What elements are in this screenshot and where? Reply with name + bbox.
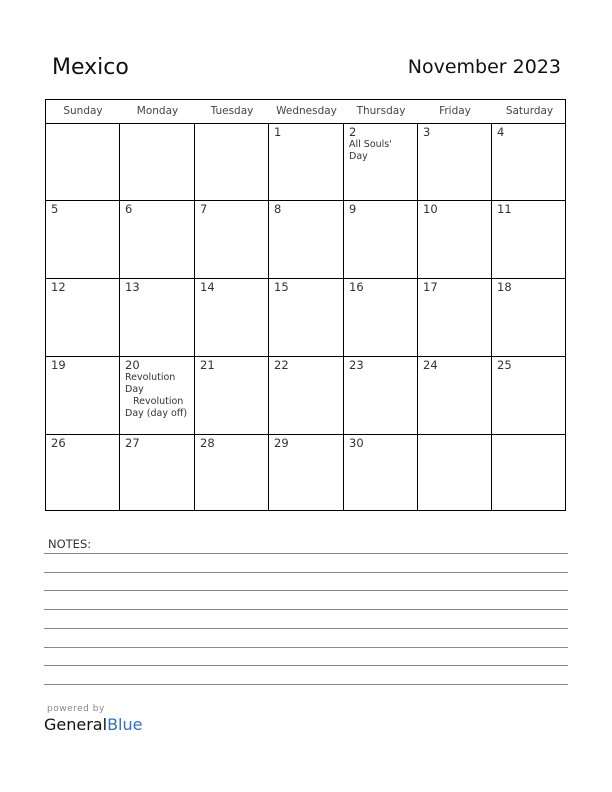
- weekday-friday: Friday: [439, 105, 471, 117]
- holiday-event: Revolution Day: [125, 372, 176, 395]
- day-cell: [120, 435, 195, 512]
- day-cell: [418, 124, 492, 201]
- day-cell: [46, 357, 120, 435]
- notes-line: [44, 553, 568, 554]
- notes-label: NOTES:: [48, 537, 92, 551]
- day-number: 20: [125, 358, 140, 372]
- weekday-sunday: Sunday: [63, 105, 103, 117]
- weekday-saturday: Saturday: [505, 105, 554, 117]
- day-cell: [195, 124, 269, 201]
- weekday-tuesday: Tuesday: [210, 105, 254, 117]
- powered-by-text: powered by: [47, 704, 105, 714]
- day-number: 16: [349, 280, 364, 294]
- day-cell: [195, 201, 269, 279]
- weekday-header-row: [46, 100, 565, 124]
- day-cell: [492, 279, 567, 357]
- day-cell: [344, 201, 418, 279]
- day-cell: [344, 279, 418, 357]
- weekday-wednesday: Wednesday: [276, 105, 337, 117]
- day-cell: [418, 279, 492, 357]
- day-number: 1: [274, 125, 282, 139]
- day-number: 17: [423, 280, 438, 294]
- day-number: 4: [497, 125, 505, 139]
- holiday-event: All Souls' Day: [349, 139, 392, 162]
- day-number: 26: [51, 436, 66, 450]
- day-number: 23: [349, 358, 364, 372]
- country-title: Mexico: [52, 55, 129, 80]
- day-number: 19: [51, 358, 66, 372]
- day-cell: [492, 357, 567, 435]
- logo-blue: Blue: [107, 715, 143, 734]
- day-number: 18: [497, 280, 512, 294]
- notes-line: [44, 572, 568, 573]
- day-cell: [344, 435, 418, 512]
- calendar-grid: [45, 99, 566, 511]
- day-number: 10: [423, 202, 438, 216]
- day-number: 28: [200, 436, 215, 450]
- generalblue-logo: [44, 715, 142, 734]
- holiday-event: Revolution Day (day off): [125, 396, 188, 419]
- day-cell: [269, 124, 344, 201]
- day-number: 24: [423, 358, 438, 372]
- day-number: 13: [125, 280, 140, 294]
- notes-line: [44, 684, 568, 685]
- day-cell: [46, 124, 120, 201]
- day-number: 15: [274, 280, 289, 294]
- day-cell: [120, 279, 195, 357]
- day-cell: [344, 357, 418, 435]
- day-cell: [418, 201, 492, 279]
- day-number: 9: [349, 202, 357, 216]
- day-cell: [120, 201, 195, 279]
- day-number: 25: [497, 358, 512, 372]
- day-number: 22: [274, 358, 289, 372]
- month-title: November 2023: [407, 56, 561, 78]
- day-cell: [120, 357, 195, 435]
- day-number: 8: [274, 202, 282, 216]
- day-number: 14: [200, 280, 215, 294]
- day-cell: [269, 279, 344, 357]
- day-number: 11: [497, 202, 512, 216]
- weekday-thursday: Thursday: [356, 105, 406, 117]
- day-cell: [46, 279, 120, 357]
- day-cell: [492, 435, 567, 512]
- notes-line: [44, 628, 568, 629]
- day-number: 7: [200, 202, 208, 216]
- day-cell: [46, 435, 120, 512]
- day-cell: [195, 357, 269, 435]
- day-number: 5: [51, 202, 59, 216]
- weekday-monday: Monday: [136, 105, 179, 117]
- notes-line: [44, 609, 568, 610]
- day-cell: [492, 201, 567, 279]
- day-cell: [418, 435, 492, 512]
- day-cell: [269, 435, 344, 512]
- day-cell: [344, 124, 418, 201]
- day-number: 3: [423, 125, 431, 139]
- day-cell: [269, 201, 344, 279]
- day-cell: [195, 279, 269, 357]
- notes-line: [44, 590, 568, 591]
- day-number: 29: [274, 436, 289, 450]
- day-number: 30: [349, 436, 364, 450]
- day-cell: [492, 124, 567, 201]
- notes-line: [44, 647, 568, 648]
- logo-general: General: [44, 715, 108, 734]
- notes-line: [44, 665, 568, 666]
- day-number: 21: [200, 358, 215, 372]
- day-number: 6: [125, 202, 133, 216]
- day-cell: [46, 201, 120, 279]
- day-number: 2: [349, 125, 357, 139]
- day-cell: [195, 435, 269, 512]
- day-cell: [269, 357, 344, 435]
- day-cell: [120, 124, 195, 201]
- day-number: 27: [125, 436, 140, 450]
- day-number: 12: [51, 280, 66, 294]
- day-cell: [418, 357, 492, 435]
